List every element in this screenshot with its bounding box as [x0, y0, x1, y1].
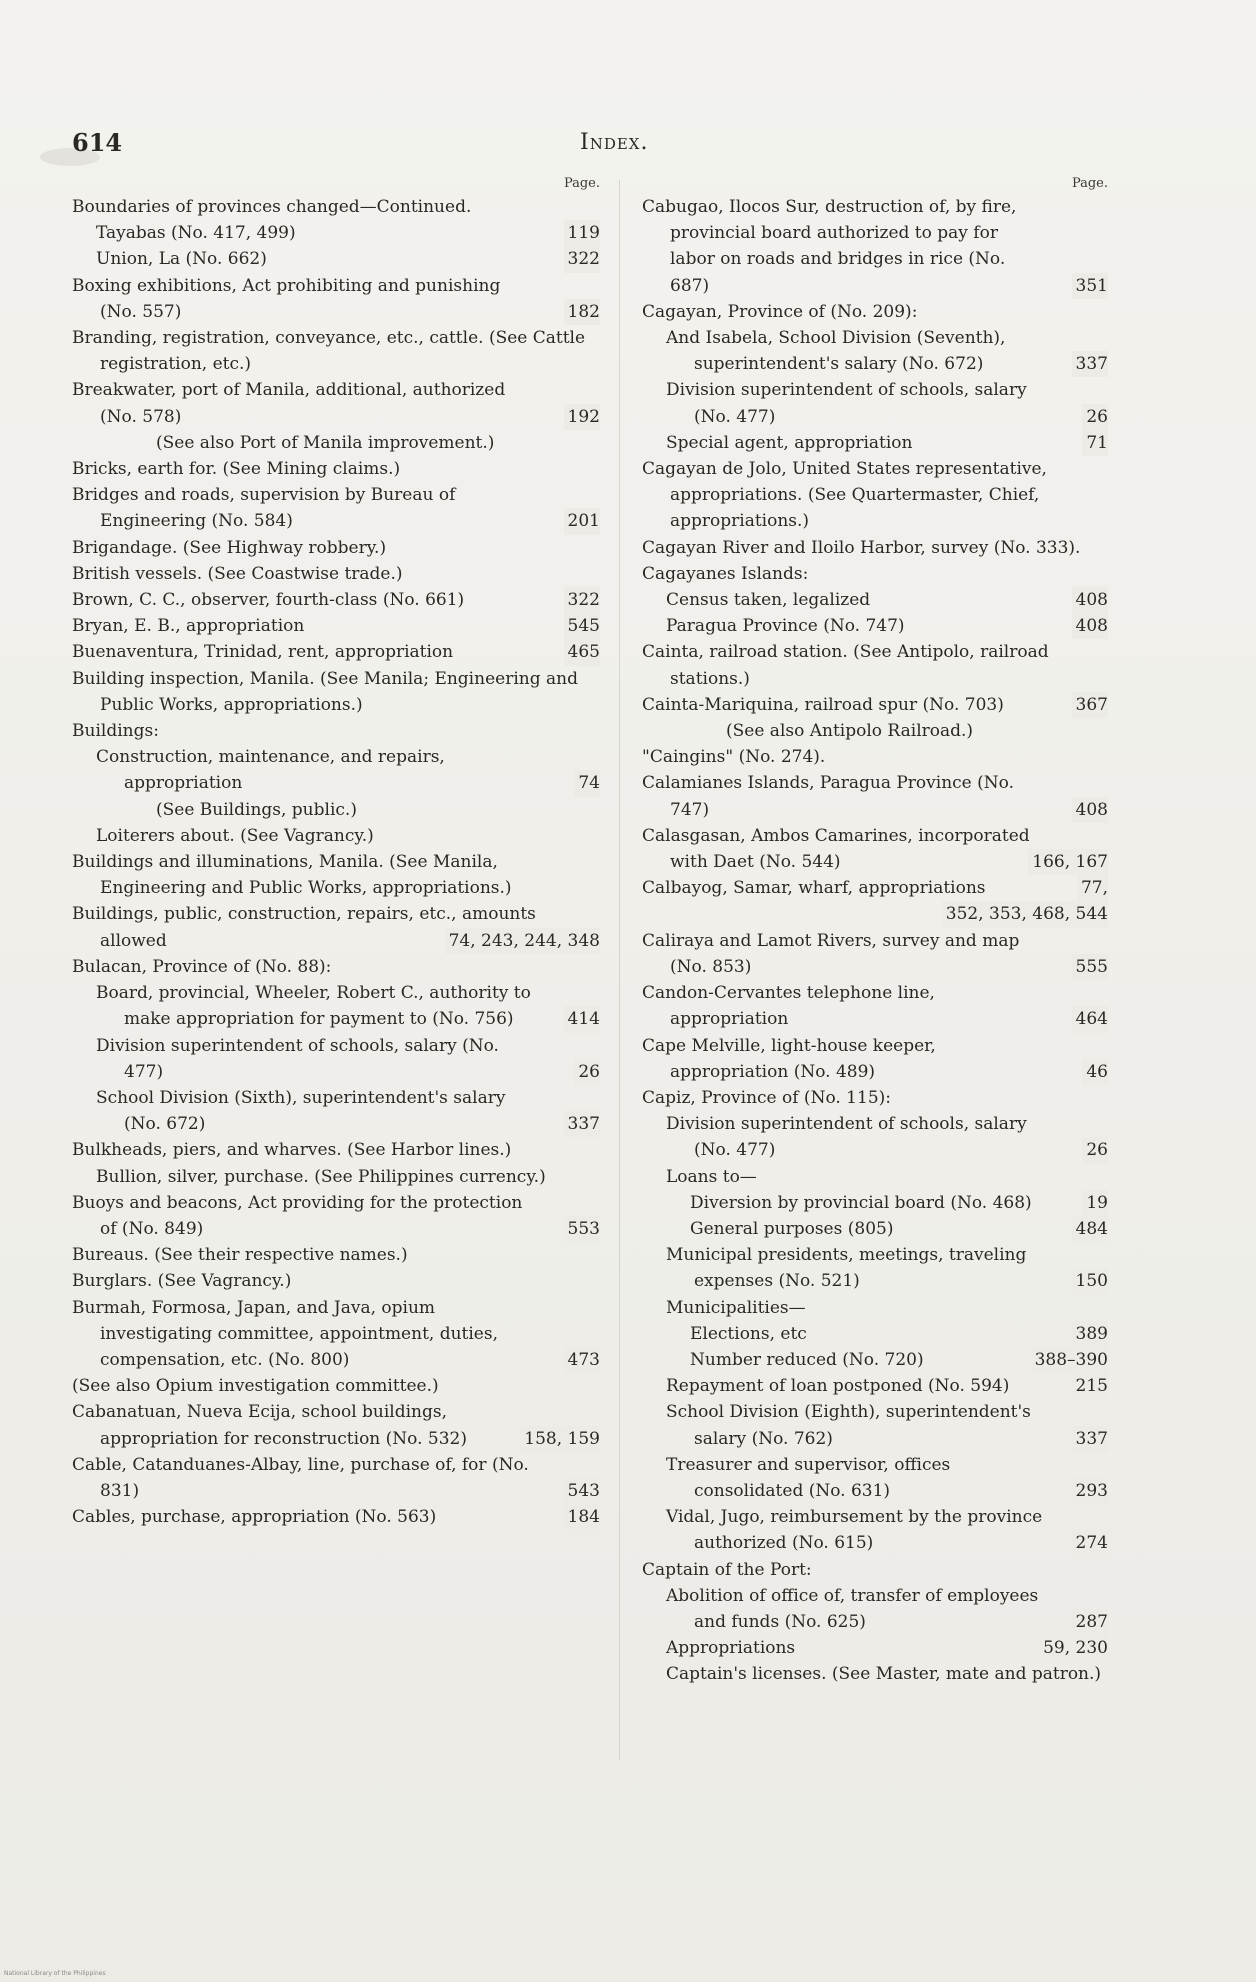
index-entry-text: Cape Melville, light-house keeper, appropriation (No. 489) [642, 1035, 936, 1082]
index-entry-page: 158, 159 [520, 1426, 600, 1452]
column-divider [619, 180, 620, 1760]
index-entry-text: Special agent, appropriation [666, 432, 913, 453]
index-entry-page: 150 [1072, 1268, 1108, 1294]
index-entry-page: 26 [1082, 1137, 1108, 1163]
index-entry-page: 59, 230 [1039, 1635, 1108, 1661]
index-entry-page: 215 [1072, 1373, 1108, 1399]
index-entry-text: Buildings, public, construction, repairs, etc., amounts allowed [72, 904, 536, 951]
index-entry [72, 1164, 600, 1190]
index-entry-page: 293 [1072, 1478, 1108, 1504]
index-entry [72, 1033, 600, 1085]
library-stamp: National Library of the Philippines [4, 1970, 106, 1977]
index-entry-text: Loiterers about. (See Vagrancy.) [96, 825, 374, 846]
index-entry-text: Number reduced (No. 720) [690, 1349, 924, 1370]
index-entry-text: Loans to— [666, 1166, 757, 1187]
index-entry-text: Bricks, earth for. (See Mining claims.) [72, 459, 401, 480]
index-entry-page: 287 [1072, 1609, 1108, 1635]
index-entry [72, 273, 600, 325]
index-entry [642, 1373, 1108, 1399]
index-entry [72, 613, 600, 639]
index-entry-page: 337 [1072, 1426, 1108, 1452]
index-entry-text: (See Buildings, public.) [156, 799, 357, 820]
index-entry [72, 1085, 600, 1137]
index-entry [642, 639, 1108, 691]
index-entry [72, 561, 600, 587]
index-entry [642, 744, 1108, 770]
index-entry-page: 484 [1072, 1216, 1108, 1242]
index-entry-page: 184 [564, 1504, 600, 1530]
index-entry [642, 980, 1108, 1032]
index-entry-text: Cagayan, Province of (No. 209): [642, 301, 918, 322]
index-entry [642, 1583, 1108, 1635]
index-entry-text: Captain's licenses. (See Master, mate and patron.) [666, 1664, 1102, 1685]
index-entry-page: 545 [564, 613, 600, 639]
index-entry [642, 770, 1108, 822]
index-entry-text: Cagayan River and Iloilo Harbor, survey (No. 333). [642, 537, 1081, 558]
index-entry [72, 220, 600, 246]
index-entry [642, 1635, 1108, 1661]
index-entry [72, 430, 600, 456]
index-entry [642, 456, 1108, 535]
index-entry-text: Municipalities— [666, 1297, 806, 1318]
index-entry-page: 77, [1077, 875, 1108, 901]
index-entry-text: "Caingins" (No. 274). [642, 747, 826, 768]
index-entry-text: Caliraya and Lamot Rivers, survey and map (No. 853) [642, 930, 1020, 977]
index-entry [72, 194, 600, 220]
page-column-heading: Page. [1071, 176, 1108, 191]
index-entry [72, 1399, 600, 1451]
index-entry-text: Cable, Catanduanes-Albay, line, purchase of, for (No. 831) [72, 1454, 529, 1501]
index-entry [642, 875, 1108, 901]
index-entry-page: 274 [1072, 1530, 1108, 1556]
index-entry-text: (See also Port of Manila improvement.) [156, 432, 495, 453]
index-entry [72, 1137, 600, 1163]
index-entry [642, 1164, 1108, 1190]
index-entry-page: 352, 353, 468, 544 [942, 901, 1108, 927]
index-entry [72, 456, 600, 482]
index-entry-text: And Isabela, School Division (Seventh), superintendent's salary (No. 672) [666, 328, 1006, 375]
index-entry [72, 325, 600, 377]
index-entry-text: Municipal presidents, meetings, traveling expenses (No. 521) [666, 1245, 1027, 1292]
index-entry [642, 535, 1108, 561]
index-entry-text: Buildings: [72, 721, 159, 742]
index-entry [642, 718, 1108, 744]
index-entry-text: Cabanatuan, Nueva Ecija, school buildings, appropriation for reconstruction (No. 532) [72, 1402, 467, 1449]
index-entry [72, 1268, 600, 1294]
page-number: 614 [72, 128, 123, 157]
index-entry [642, 928, 1108, 980]
index-entry-text: Board, provincial, Wheeler, Robert C., authority to make appropriation for payment to (No. 756) [96, 983, 531, 1030]
index-entry [642, 1321, 1108, 1347]
page-column-heading: Page. [563, 176, 600, 191]
index-entry [72, 666, 600, 718]
index-entry-page: 389 [1072, 1321, 1108, 1347]
index-entry [642, 1661, 1108, 1687]
index-entry-text: (See also Opium investigation committee.) [72, 1376, 439, 1397]
index-entry-page: 367 [1072, 692, 1108, 718]
index-entry-text: Boundaries of provinces changed—Continued. [72, 197, 472, 217]
index-entry [72, 587, 600, 613]
index-entry-page: 192 [564, 404, 600, 430]
index-entry [642, 377, 1108, 429]
index-entry-text: Buenaventura, Trinidad, rent, appropriation [72, 642, 454, 663]
index-entry [72, 1373, 600, 1399]
index-entry-page: 322 [564, 587, 600, 613]
index-entry-text: Union, La (No. 662) [96, 249, 267, 270]
index-entry-text: Census taken, legalized [666, 590, 871, 611]
index-entry-text: Diversion by provincial board (No. 468) [690, 1192, 1032, 1213]
index-entry-text: Vidal, Jugo, reimbursement by the province authorized (No. 615) [666, 1507, 1043, 1554]
index-entry-page: 166, 167 [1028, 849, 1108, 875]
index-entry [72, 744, 600, 796]
index-entry-text: Cagayan de Jolo, United States representative, appropriations. (See Quartermaster, Chief, appropriations.) [642, 459, 1047, 532]
index-entry-text: Bureaus. (See their respective names.) [72, 1245, 408, 1266]
index-entry [642, 299, 1108, 325]
index-entry-text: Branding, registration, conveyance, etc., cattle. (See Cattle registration, etc.) [72, 328, 586, 375]
index-entry-page: 26 [1082, 404, 1108, 430]
index-column-left [72, 176, 600, 1530]
index-entry-page: 26 [574, 1059, 600, 1085]
index-entry [72, 1190, 600, 1242]
index-entry [72, 823, 600, 849]
index-entry-page: 119 [564, 220, 600, 246]
index-entry-page: 408 [1072, 587, 1108, 613]
index-entry [72, 639, 600, 665]
index-column-right [642, 176, 1108, 1688]
index-entry [72, 797, 600, 823]
index-entry-page: 337 [1072, 351, 1108, 377]
index-entry-text: Division superintendent of schools, salary (No. 477) [666, 1114, 1027, 1161]
index-entry-text: Capiz, Province of (No. 115): [642, 1087, 891, 1108]
index-entry [72, 377, 600, 429]
index-entry [72, 482, 600, 534]
index-entry-text: Appropriations [666, 1638, 796, 1659]
index-entry [642, 901, 1108, 927]
index-entry-text: Buildings and illuminations, Manila. (See Manila, Engineering and Public Works, appropriations.) [72, 852, 512, 899]
index-entry [72, 1452, 600, 1504]
index-entry-text: Brigandage. (See Highway robbery.) [72, 537, 387, 558]
index-entry [642, 1111, 1108, 1163]
index-entry-text: Division superintendent of schools, salary (No. 477) [666, 380, 1027, 427]
index-entry-text: (See also Antipolo Railroad.) [726, 721, 974, 742]
index-entry-text: Cables, purchase, appropriation (No. 563) [72, 1507, 437, 1528]
index-entry [642, 1295, 1108, 1321]
index-entry-page: 322 [564, 246, 600, 272]
index-entry [642, 1033, 1108, 1085]
index-entry-page: 351 [1072, 273, 1108, 299]
index-entry-text: Breakwater, port of Manila, additional, authorized (No. 578) [72, 380, 506, 427]
index-entry-text: Candon-Cervantes telephone line, appropriation [642, 983, 935, 1030]
index-entry-text: Burmah, Formosa, Japan, and Java, opium investigating committee, appointment, duties, compensation, etc. (No. 800) [72, 1297, 498, 1370]
index-entry [642, 1504, 1108, 1556]
index-entry-text: Boxing exhibitions, Act prohibiting and punishing (No. 557) [72, 275, 501, 322]
index-entry-list [72, 194, 600, 1530]
index-entry-text: British vessels. (See Coastwise trade.) [72, 563, 403, 584]
page-header [72, 128, 1172, 168]
index-entry [642, 1085, 1108, 1111]
index-entry-text: Bryan, E. B., appropriation [72, 616, 305, 637]
index-entry [642, 430, 1108, 456]
index-entry-page: 473 [564, 1347, 600, 1373]
index-entry-page: 408 [1072, 613, 1108, 639]
index-entry [642, 1190, 1108, 1216]
index-entry-page: 74, 243, 244, 348 [445, 928, 600, 954]
index-entry [72, 954, 600, 980]
index-entry-text: Burglars. (See Vagrancy.) [72, 1271, 292, 1292]
index-entry-text: Captain of the Port: [642, 1559, 812, 1580]
index-entry [642, 1452, 1108, 1504]
index-entry [72, 1242, 600, 1268]
index-entry-page: 71 [1082, 430, 1108, 456]
index-entry-text: Bulacan, Province of (No. 88): [72, 956, 332, 977]
index-entry-text: School Division (Sixth), superintendent's salary (No. 672) [96, 1087, 506, 1135]
index-entry-text: Buoys and beacons, Act providing for the protection of (No. 849) [72, 1192, 523, 1239]
index-entry [642, 1399, 1108, 1451]
index-entry-text: Bridges and roads, supervision by Bureau of Engineering (No. 584) [72, 485, 456, 532]
index-entry-page: 465 [564, 639, 600, 665]
index-entry-page: 464 [1072, 1006, 1108, 1032]
index-entry-text: Calbayog, Samar, wharf, appropriations [642, 878, 986, 899]
index-entry-text: School Division (Eighth), superintendent's salary (No. 762) [666, 1402, 1031, 1449]
index-entry-text: Construction, maintenance, and repairs, appropriation [96, 747, 445, 794]
index-entry-text: Calasgasan, Ambos Camarines, incorporated with Daet (No. 544) [642, 825, 1030, 873]
index-entry-page: 414 [564, 1006, 600, 1032]
index-entry-page: 408 [1072, 797, 1108, 823]
index-entry-text: Tayabas (No. 417, 499) [96, 223, 296, 244]
index-entry-text: Paragua Province (No. 747) [666, 616, 905, 637]
index-entry [72, 718, 600, 744]
index-entry [642, 587, 1108, 613]
index-entry-text: Cainta-Mariquina, railroad spur (No. 703) [642, 694, 1004, 715]
index-entry-page: 182 [564, 299, 600, 325]
index-entry-text: Cagayanes Islands: [642, 563, 809, 584]
index-entry [72, 901, 600, 953]
index-entry [642, 613, 1108, 639]
index-entry-text: Calamianes Islands, Paragua Province (No. 747) [642, 773, 1014, 820]
index-entry-page: 388–390 [1031, 1347, 1108, 1373]
index-entry-page: 555 [1072, 954, 1108, 980]
index-entry [642, 1347, 1108, 1373]
index-entry [72, 1295, 600, 1374]
index-entry-text: Bulkheads, piers, and wharves. (See Harbor lines.) [72, 1140, 512, 1161]
index-entry-page: 46 [1082, 1059, 1108, 1085]
index-entry-text: Building inspection, Manila. (See Manila; Engineering and Public Works, appropriations.) [72, 668, 578, 715]
index-entry-page: 543 [564, 1478, 600, 1504]
index-entry-text: General purposes (805) [690, 1218, 894, 1239]
index-entry-page: 201 [564, 508, 600, 534]
index-entry [642, 194, 1108, 299]
index-entry [642, 1557, 1108, 1583]
index-entry [642, 325, 1108, 377]
index-entry-page: 337 [564, 1111, 600, 1137]
index-entry-text: Elections, etc [690, 1323, 807, 1344]
index-entry [642, 692, 1108, 718]
index-entry [642, 561, 1108, 587]
index-entry-page: 19 [1082, 1190, 1108, 1216]
index-entry-text: Abolition of office of, transfer of employees and funds (No. 625) [666, 1585, 1039, 1632]
page-title: Index. [580, 130, 649, 155]
index-entry-text: Treasurer and supervisor, offices consolidated (No. 631) [666, 1454, 951, 1501]
index-entry-list [642, 194, 1108, 1688]
index-entry [72, 1504, 600, 1530]
index-entry [642, 823, 1108, 875]
index-entry-text: Brown, C. C., observer, fourth-class (No. 661) [72, 590, 465, 611]
index-entry [642, 1242, 1108, 1294]
index-entry-text: Repayment of loan postponed (No. 594) [666, 1376, 1010, 1397]
index-entry [72, 849, 600, 901]
index-entry [72, 246, 600, 272]
index-entry-page: 74 [574, 770, 600, 796]
index-entry [72, 535, 600, 561]
index-entry [72, 980, 600, 1032]
index-entry-text: Bullion, silver, purchase. (See Philippines currency.) [96, 1166, 546, 1187]
index-entry-text: Cabugao, Ilocos Sur, destruction of, by fire, provincial board authorized to pay for labor on roads and bridges in rice (No. 687) [642, 197, 1017, 296]
index-entry-text: Cainta, railroad station. (See Antipolo, railroad stations.) [642, 642, 1049, 689]
index-entry-text: Division superintendent of schools, salary (No. 477) [96, 1035, 499, 1082]
index-entry [642, 1216, 1108, 1242]
index-entry-page: 553 [564, 1216, 600, 1242]
